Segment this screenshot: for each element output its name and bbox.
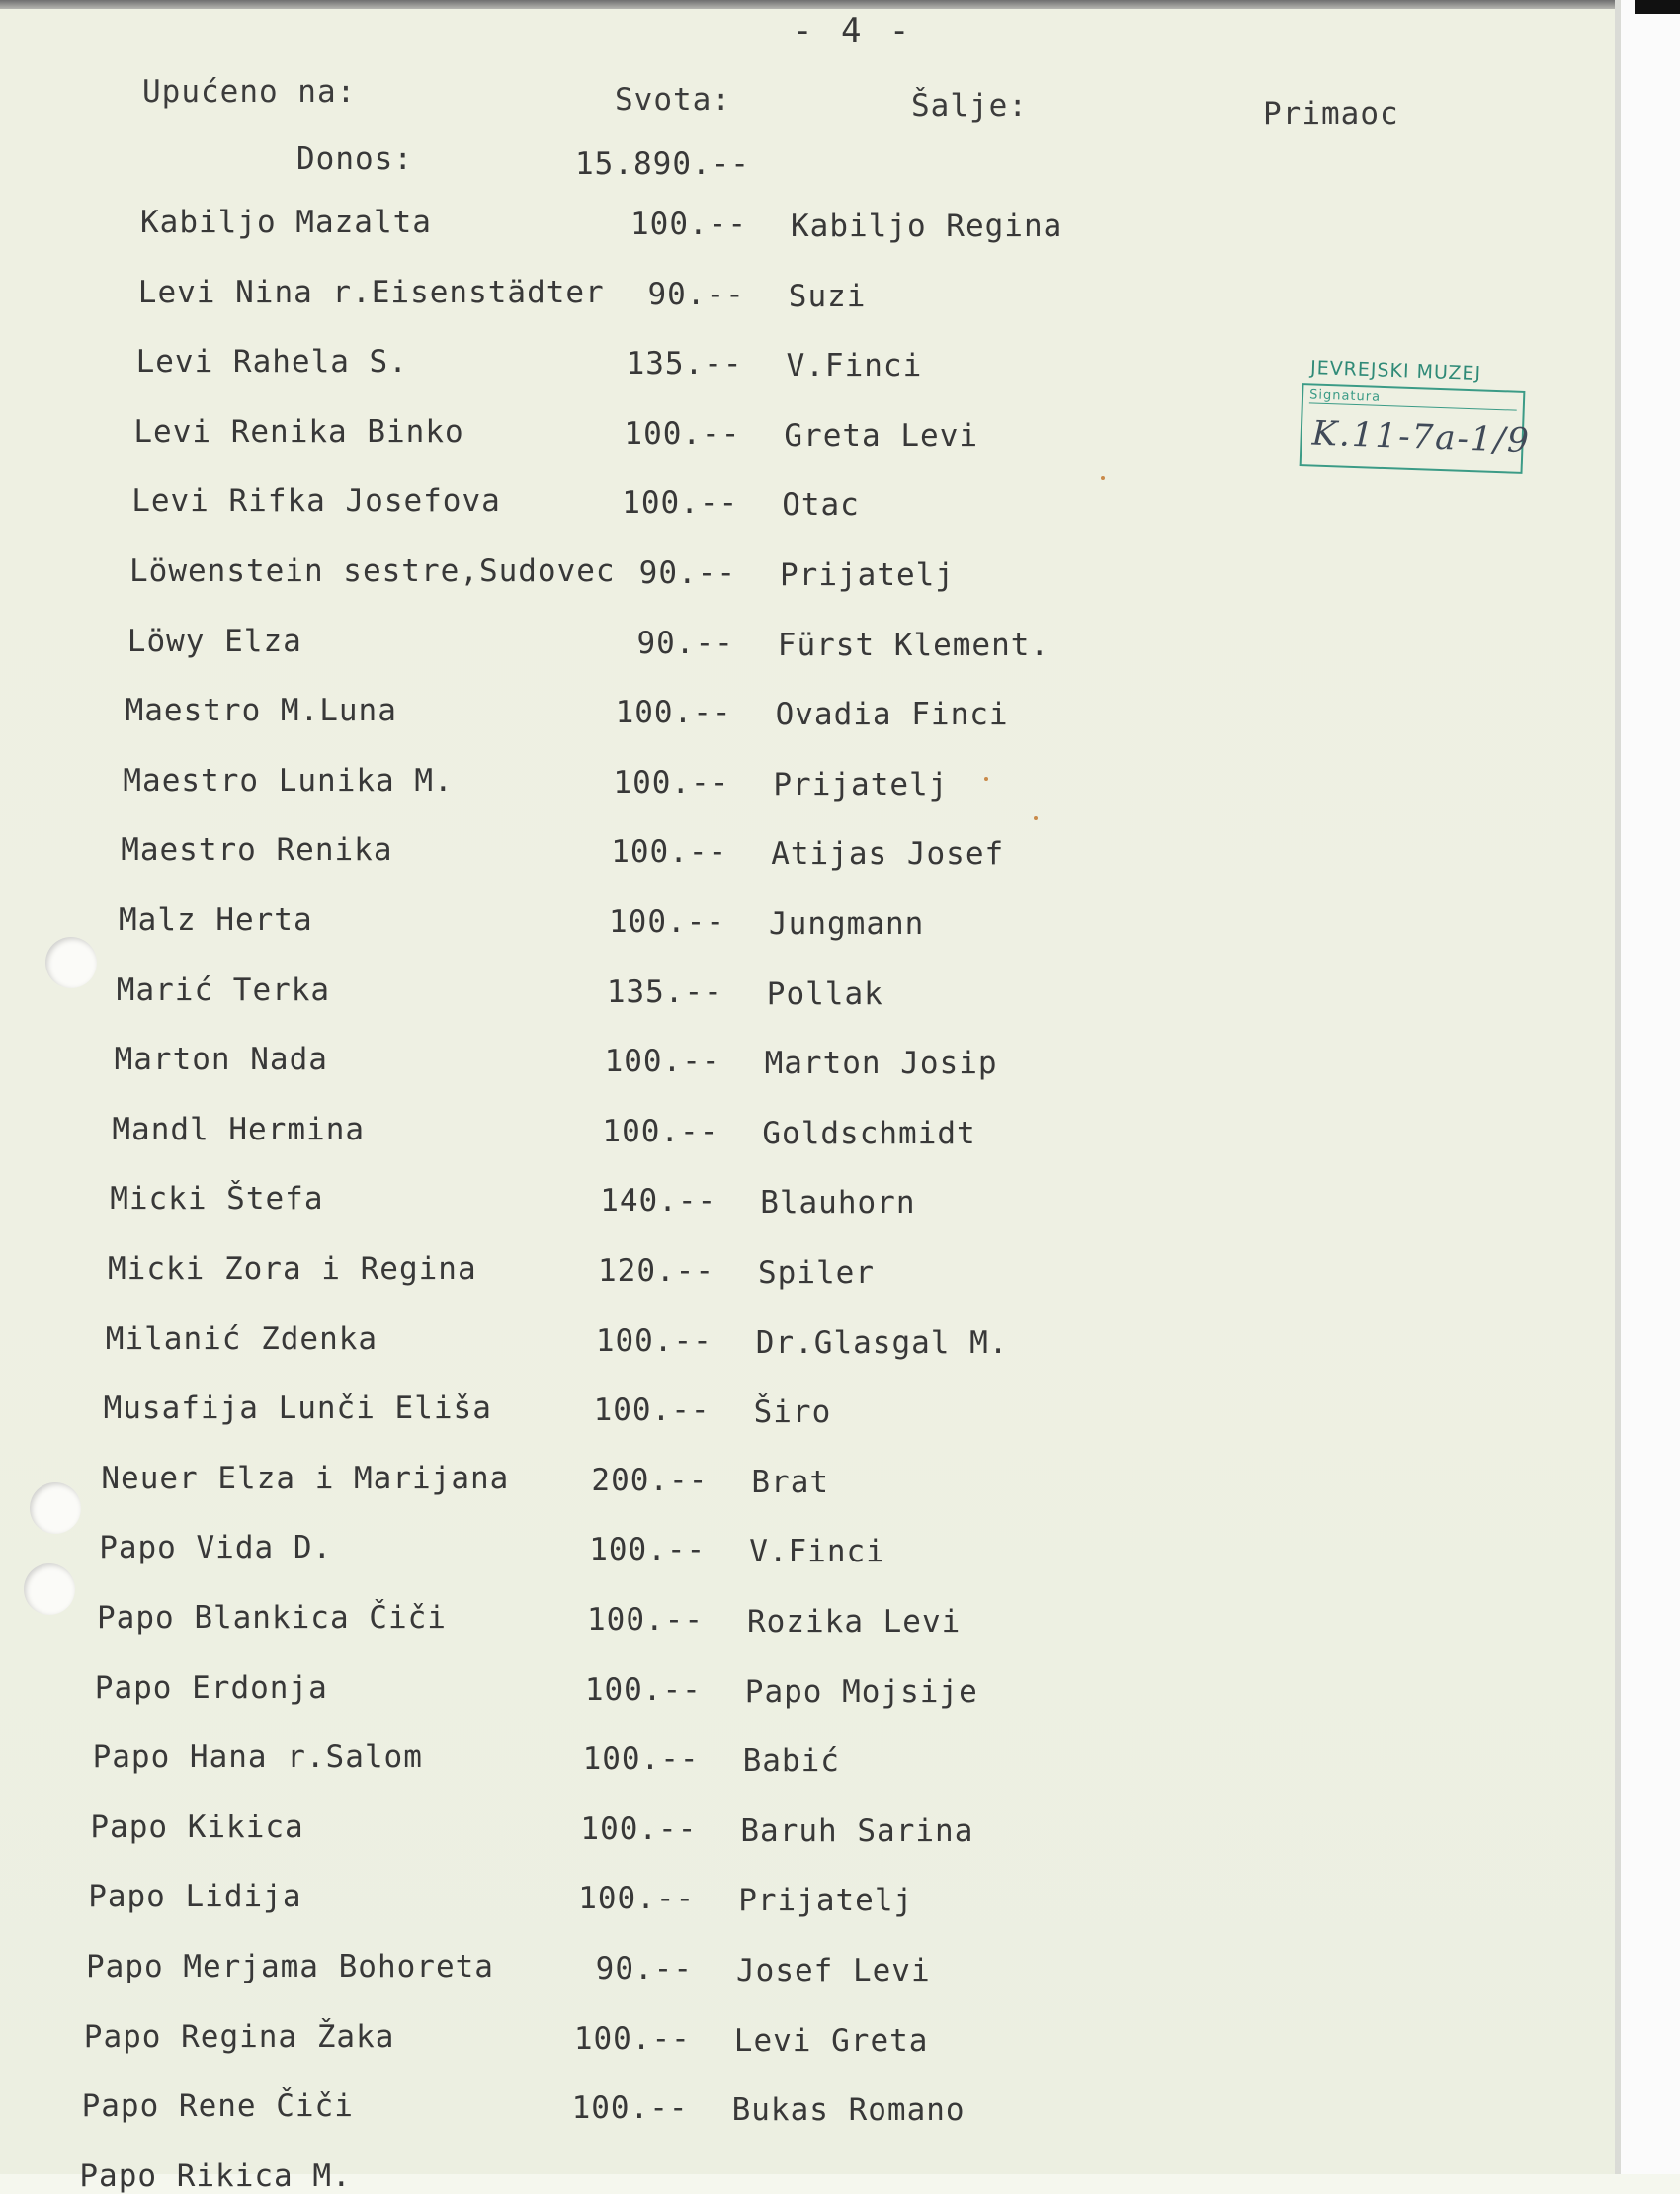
row-recipient-name: Marić Terka [116, 971, 331, 1008]
row-amount: 100.-- [589, 1532, 707, 1568]
punch-hole [24, 1563, 75, 1615]
row-recipient-name: Musafija Lunči Eliša [103, 1391, 492, 1427]
row-sender: V.Finci [749, 1534, 885, 1570]
carry-over-label: Donos: [296, 141, 413, 177]
row-amount: 120.-- [598, 1253, 714, 1289]
punch-hole [30, 1482, 81, 1534]
row-amount: 100.-- [602, 1113, 719, 1149]
row-amount: 100.-- [622, 485, 739, 522]
row-recipient-name: Papo Hana r.Salom [92, 1739, 423, 1776]
row-amount: 100.-- [582, 1741, 700, 1778]
row-recipient-name: Papo Lidija [88, 1879, 302, 1915]
row-recipient-name: Levi Nina r.Eisenstädter [137, 274, 605, 310]
row-sender: Marton Josip [764, 1046, 998, 1082]
row-sender: Levi Greta [733, 2022, 929, 2059]
row-recipient-name: Kabiljo Mazalta [140, 205, 432, 240]
row-recipient-name: Levi Renika Binko [133, 413, 464, 450]
row-amount: 135.-- [626, 346, 743, 382]
row-recipient-name: Levi Rahela S. [135, 344, 408, 380]
row-sender: Širo [753, 1394, 832, 1431]
row-amount: 140.-- [600, 1183, 717, 1220]
row-recipient-name: Papo Vida D. [99, 1530, 333, 1566]
row-amount: 100.-- [593, 1392, 711, 1429]
row-sender: Suzi [788, 278, 867, 314]
punch-hole [45, 937, 97, 988]
row-sender: Bukas Romano [731, 2092, 966, 2129]
row-amount: 90.-- [638, 555, 736, 591]
row-sender: Josef Levi [736, 1953, 931, 1988]
row-recipient-name: Papo Blankica Čiči [97, 1600, 447, 1636]
row-recipient-name: Papo Merjama Bohoreta [86, 1949, 494, 1984]
page-number: - 4 - [793, 11, 914, 50]
header-receiver: Primaoc [1263, 96, 1399, 131]
row-amount: 100.-- [630, 207, 747, 242]
row-sender: Greta Levi [784, 417, 979, 454]
row-sender: Pollak [766, 975, 883, 1012]
stamp-label: Signatura [1309, 387, 1517, 410]
row-recipient-name: Levi Rifka Josefova [131, 483, 501, 520]
row-recipient-name: Maestro Lunika M. [123, 762, 454, 799]
header-recipient: Upućeno na: [142, 74, 357, 110]
row-recipient-name: Neuer Elza i Marijana [101, 1460, 510, 1496]
row-sender: Goldschmidt [762, 1115, 976, 1151]
row-amount: 90.-- [595, 1951, 693, 1986]
header-sender: Šalje: [911, 88, 1028, 124]
row-recipient-name: Marton Nada [114, 1042, 328, 1078]
row-sender: Prijatelj [738, 1883, 914, 1919]
row-amount: 100.-- [595, 1322, 713, 1359]
row-sender: Brat [751, 1464, 830, 1500]
row-sender: Fürst Klement. [777, 627, 1050, 663]
paper-top-edge [0, 0, 1680, 9]
row-recipient-name: Maestro Renika [121, 832, 393, 869]
row-amount: 100.-- [604, 1044, 721, 1080]
row-recipient-name: Löwy Elza [126, 623, 302, 659]
row-sender: Prijatelj [780, 557, 955, 593]
row-sender: Otac [782, 487, 860, 524]
row-sender: V.Finci [786, 348, 923, 384]
row-sender: Rozika Levi [747, 1604, 962, 1640]
carry-over-amount: 15.890.-- [575, 146, 750, 182]
header-amount: Svota: [615, 82, 731, 118]
row-recipient-name: Papo Regina Žaka [83, 2018, 395, 2055]
row-recipient-name: Micki Štefa [110, 1181, 324, 1218]
row-amount: 90.-- [636, 625, 734, 661]
row-amount: 100.-- [615, 695, 732, 731]
row-amount: 100.-- [578, 1881, 696, 1917]
row-sender: Jungmann [769, 906, 925, 942]
row-sender: Baruh Sarina [740, 1813, 974, 1849]
row-sender: Blauhorn [760, 1185, 916, 1222]
row-amount: 100.-- [613, 764, 730, 801]
row-recipient-name: Papo Rikica M. [79, 2157, 352, 2194]
row-amount: 100.-- [571, 2090, 689, 2127]
row-sender: Atijas Josef [771, 836, 1005, 873]
row-amount: 100.-- [611, 834, 728, 871]
row-sender: Kabiljo Regina [791, 209, 1063, 244]
row-recipient-name: Micki Zora i Regina [108, 1251, 477, 1287]
row-amount: 100.-- [584, 1671, 702, 1708]
row-amount: 90.-- [647, 276, 745, 312]
row-recipient-name: Löwenstein sestre,Sudovec [129, 553, 616, 589]
row-sender: Dr.Glasgal M. [755, 1324, 1009, 1361]
row-sender: Prijatelj [773, 766, 949, 802]
row-sender: Ovadia Finci [775, 697, 1009, 733]
row-recipient-name: Malz Herta [119, 902, 313, 938]
row-amount: 100.-- [580, 1811, 698, 1847]
stamp-museum-name: JEVREJSKI MUZEJ [1309, 356, 1482, 385]
row-sender: Papo Mojsije [744, 1673, 978, 1710]
row-amount: 100.-- [573, 2020, 691, 2057]
stamp-signature-value: K.11-7a-1/9 [1311, 413, 1532, 462]
row-recipient-name: Papo Erdonja [94, 1669, 328, 1706]
paper-right-edge [1615, 0, 1680, 2174]
archive-stamp [1300, 383, 1532, 474]
row-amount: 100.-- [587, 1602, 704, 1638]
row-sender: Babić [742, 1743, 840, 1780]
row-amount: 100.-- [609, 904, 725, 940]
row-sender: Spiler [758, 1255, 875, 1291]
row-recipient-name: Milanić Zdenka [105, 1320, 378, 1357]
row-recipient-name: Papo Rene Čiči [81, 2088, 354, 2125]
row-recipient-name: Mandl Hermina [112, 1111, 366, 1147]
row-amount: 100.-- [624, 415, 741, 452]
row-recipient-name: Maestro M.Luna [125, 693, 397, 729]
row-amount: 135.-- [606, 973, 723, 1010]
row-amount: 200.-- [591, 1462, 709, 1498]
row-recipient-name: Papo Kikica [90, 1809, 304, 1845]
